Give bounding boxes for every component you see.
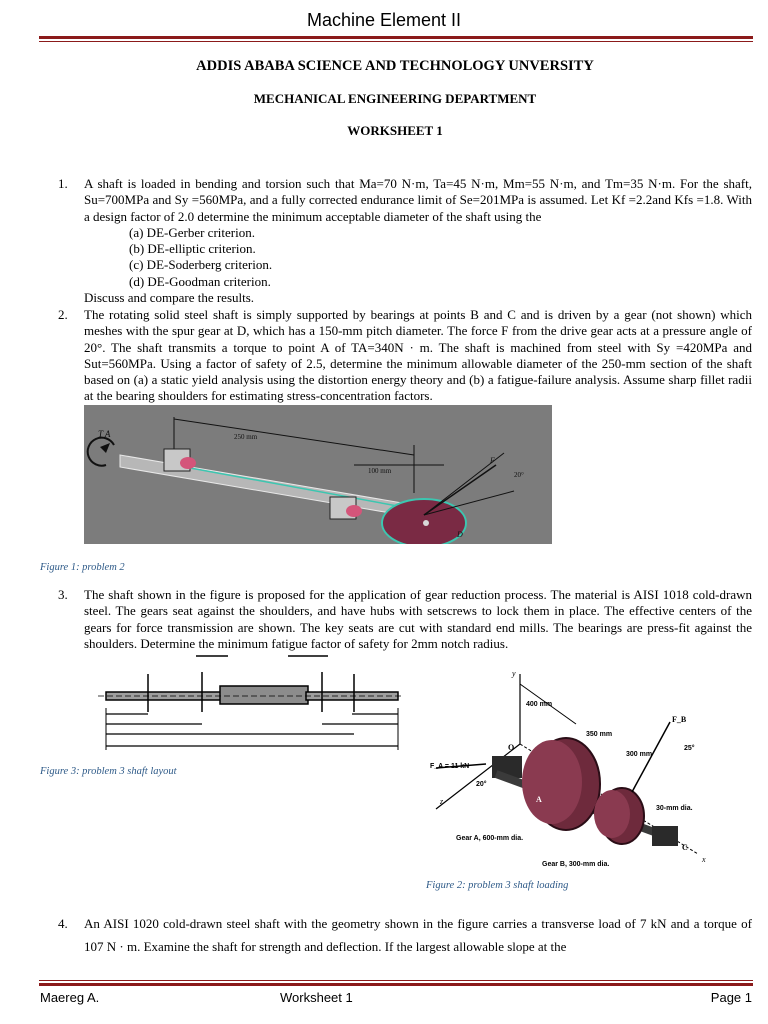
figure-1-shaft-image: [84, 405, 552, 544]
footer-author: Maereg A.: [40, 990, 100, 1005]
problem-number: 2.: [58, 307, 68, 322]
force-fa-label: F_A = 11 kN: [430, 763, 470, 770]
axis-y-label: y: [512, 669, 516, 678]
problem-number: 3.: [58, 587, 68, 602]
angle-20-label: 20°: [476, 781, 487, 788]
problem-4: [58, 912, 752, 958]
gear-b-label: Gear B, 300-mm dia.: [542, 861, 610, 868]
header-rule-thin: [39, 41, 753, 42]
point-c-label: C: [682, 843, 688, 852]
force-f-label: F: [490, 456, 495, 465]
header-rule: [39, 36, 753, 39]
footer-page-number: Page 1: [710, 990, 752, 1005]
figure-2-shaft-loading: [426, 664, 716, 874]
page-header-title: Machine Element II: [306, 10, 462, 30]
footer-worksheet: Worksheet 1: [280, 990, 353, 1005]
dim-100-label: 100 mm: [368, 467, 392, 475]
footer-rule: [39, 983, 753, 986]
problem-2: [58, 307, 752, 405]
problem-1: [58, 176, 752, 306]
shaft-center-section: [220, 686, 308, 704]
university-name: ADDIS ABABA SCIENCE AND TECHNOLOGY UNVERSITY: [196, 58, 594, 74]
figure-1-caption: Figure 1: problem 2: [40, 562, 125, 573]
problem-text: A shaft is loaded in bending and torsion such that Ma=70 N·m, Ta=45 N·m, Mm=55 N·m, and Tm=35 N·m. For the shaft, Su=700MPa and Sy =560MPa, and a fully corrected endurance limit of Se=201MPa is assumed. Let Kf =2.2and Kfs =1.8. With a design factor of 2.0 determine the minimum acceptable diameter of the shaft using the: [84, 176, 752, 224]
gear-a-point-label: A: [536, 795, 542, 804]
problem-text: An AISI 1020 cold-drawn steel shaft with the geometry shown in the figure carries a transverse load of 7 kN and a torque of 107 N · m. Examine the shaft for strength and deflection. If the largest allowable slope at the: [84, 916, 752, 954]
problem-number: 1.: [58, 176, 68, 191]
dia-30-label: 30-mm dia.: [656, 805, 693, 812]
option-a: (a) DE-Gerber criterion.: [129, 224, 255, 240]
problem-text: The rotating solid steel shaft is simply supported by bearings at points B and C and is driven by a gear (not shown) which meshes with the spur gear at D, which has a 150-mm pitch diameter. The force F from the drive gear acts at a pressure angle of 20°. The shaft transmits a torque to point A of TA=340N · m. The shaft is machined from steel with Sy =420MPa and Sut=560MPa. Using a factor of safety of 2.5, determine the minimum allowable diameter of the 250-mm section of the shaft based on (a) a static yield analysis using the distortion energy theory and (b) a fatigue-failure analysis. Assume sharp fillet radii at the bearing shoulders for estimating stress-concentration factors.: [84, 307, 752, 404]
figure-3-shaft-layout: [92, 652, 408, 752]
option-c: (c) DE-Soderberg criterion.: [129, 257, 273, 273]
option-d: (d) DE-Goodman criterion.: [129, 273, 271, 289]
footer-rule-thin: [39, 980, 753, 981]
axis-z-label: z: [440, 797, 444, 806]
figure-2-caption: Figure 2: problem 3 shaft loading: [426, 880, 569, 891]
problem-3: [58, 587, 752, 652]
dim-300-label: 300 mm: [626, 751, 653, 758]
problem-number: 4.: [58, 916, 68, 931]
force-fb-label: F_B: [672, 715, 687, 724]
point-o-label: O: [508, 743, 515, 752]
dim-400-label: 400 mm: [526, 701, 553, 708]
angle-25-label: 25°: [684, 745, 695, 752]
department-name: MECHANICAL ENGINEERING DEPARTMENT: [253, 91, 537, 106]
figure-3-caption: Figure 3: problem 3 shaft layout: [40, 766, 177, 777]
axis-x-label: x: [702, 855, 706, 864]
bearing-c: [652, 826, 678, 846]
dim-250-label: 250 mm: [234, 433, 258, 441]
angle-20-label: 20°: [514, 471, 524, 479]
problem-text: The shaft shown in the figure is proposed for the application of gear reduction process. The material is AISI 1018 cold-drawn steel. The gears seat against the shoulders, and have hubs with setscrews to lock them in place. The effective centers of the gears for force transmission are shown. The key seats are cut with standard end mills. The bearings are press-fit against the shoulders. Determine the minimum fatigue factor of safety for 2mm notch radius.: [84, 587, 752, 651]
gear-a-label: Gear A, 600-mm dia.: [456, 835, 524, 842]
torque-ta-label: T A: [98, 429, 111, 439]
point-d-label: D: [457, 530, 463, 539]
worksheet-title: WORKSHEET 1: [347, 123, 443, 138]
dim-350-label: 350 mm: [586, 731, 613, 738]
problem-closing: Discuss and compare the results.: [84, 290, 255, 306]
option-b: (b) DE-elliptic criterion.: [129, 241, 256, 257]
